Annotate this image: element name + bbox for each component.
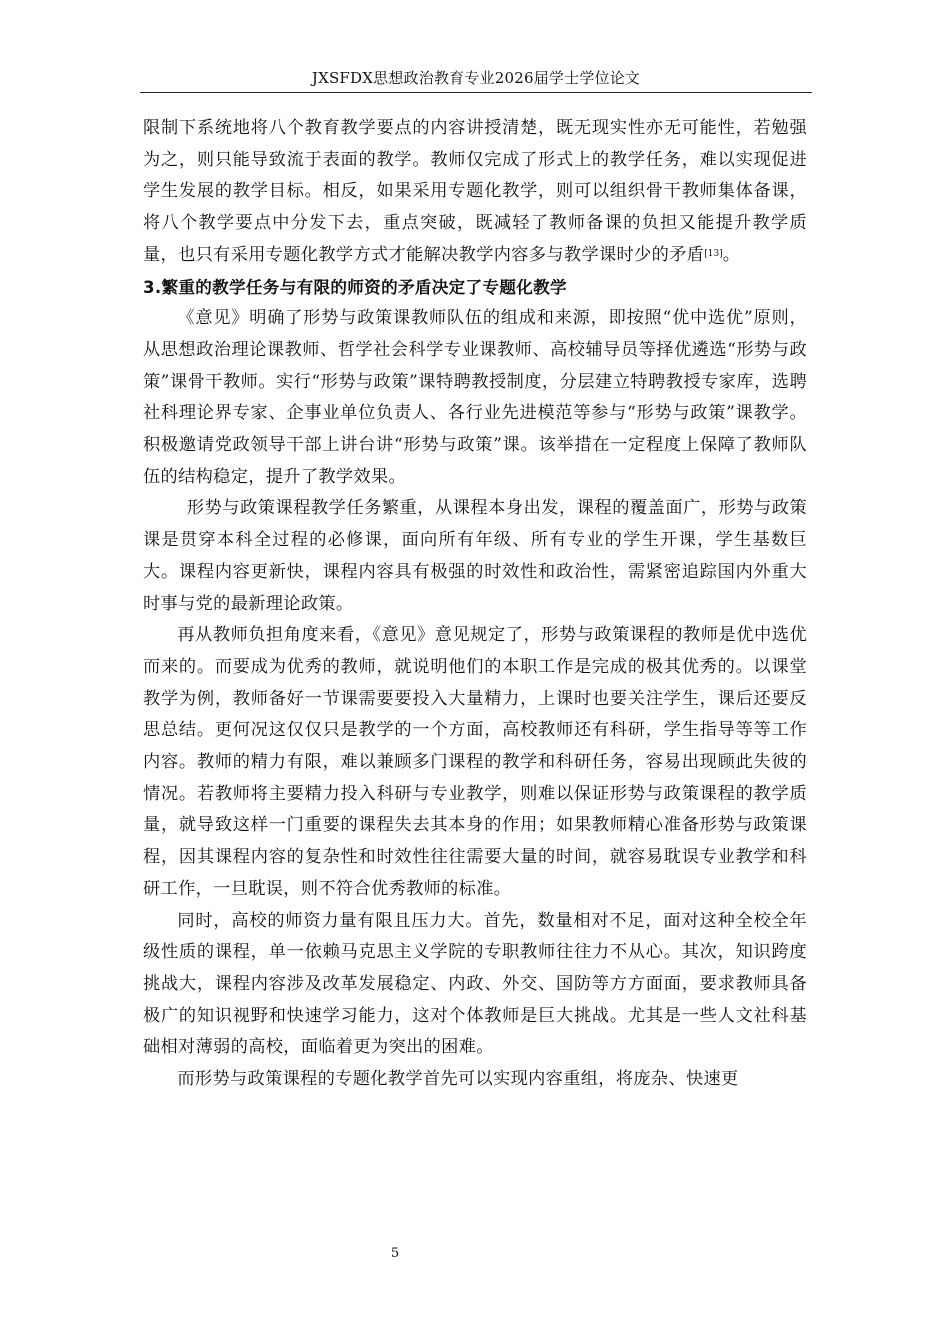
page-number: 5 [390,1246,400,1261]
paragraph-limited-faculty: 同时，高校的师资力量有限且压力大。首先，数量相对不足，面对这种全校全年级性质的课程，单一依赖马克思主义学院的专职教师往往力不从心。其次，知识跨度挑战大，课程内容涉及改革发展稳定、内政、外交、国防等方方面面，要求教师具备极广的知识视野和快速学习能力，这对个体教师是巨大挑战。尤其是一些人文社科基础相对薄弱的高校，面临着更为突出的困难。 [143,910,807,1058]
main-body [143,113,807,1096]
paragraph-continued [143,113,807,272]
paragraph-text: 限制下系统地将八个教育教学要点的内容讲授清楚，既无现实性亦无可能性，若勉强为之，则只能导致流于表面的教学。教师仅完成了形式上的教学任务，难以实现促进学生发展的教学目标。相反，如果采用专题化教学，则可以组织骨干教师集体备课，将八个教学要点中分发下去，重点突破，既减轻了教师备课的负担又能提升教学质量，也只有采用专题化教学方式才能解决教学内容多与教学课时少的矛盾 [143,118,807,265]
paragraph-heavy-teaching-task: 形势与政策课程教学任务繁重，从课程本身出发，课程的覆盖面广，形势与政策课是贯穿本科全过程的必修课，面向所有年级、所有专业的学生开课，学生基数巨大。课程内容更新快，课程内容具有极强的时效性和政治性，需紧密追踪国内外重大时事与党的最新理论政策。 [143,498,807,614]
section-heading: 3.繁重的教学任务与有限的师资的矛盾决定了专题化教学 [143,277,567,297]
paragraph-thematic-teaching: 而形势与政策课程的专题化教学首先可以实现内容重组，将庞杂、快速更 [177,1069,739,1090]
citation-marker: [13] [704,248,723,259]
paragraph-teacher-burden: 再从教师负担角度来看，《意见》意见规定了，形势与政策课程的教师是优中选优而来的。而要成为优秀的教师，就说明他们的本职工作是完成的极其优秀的。以课堂教学为例，教师备好一节课需要要投入大量精力，上课时也要关注学生，课后还要反思总结。更何况这仅仅只是教学的一个方面，高校教师还有科研，学生指导等等工作内容。教师的精力有限，难以兼顾多门课程的教学和科研任务，容易出现顾此失彼的情况。若教师将主要精力投入科研与专业教学，则难以保证形势与政策课程的教学质量，就导致这样一门重要的课程失去其本身的作用；如果教师精心准备形势与政策课程，因其课程内容的复杂性和时效性往往需要大量的时间，就容易耽误专业教学和科研工作，一旦耽误，则不符合优秀教师的标准。 [143,625,807,899]
paragraph-opinion-teacher-team: 《意见》明确了形势与政策课教师队伍的组成和来源，即按照“优中选优”原则，从思想政治理论课教师、哲学社会科学专业课教师、高校辅导员等择优遴选“形势与政策”课骨干教师。实行“形势与政策”课特聘教授制度，分层建立特聘教授专家库，选聘社科理论界专家、企事业单位负责人、各行业先进模范等参与“形势与政策”课教学。积极邀请党政领导干部上讲台讲“形势与政策”课。该举措在一定程度上保障了教师队伍的结构稳定，提升了教学效果。 [143,308,807,487]
paragraph-end-punctuation: 。 [722,244,741,265]
running-header: JXSFDX思想政治教育专业2026届学士学位论文 [140,66,812,93]
